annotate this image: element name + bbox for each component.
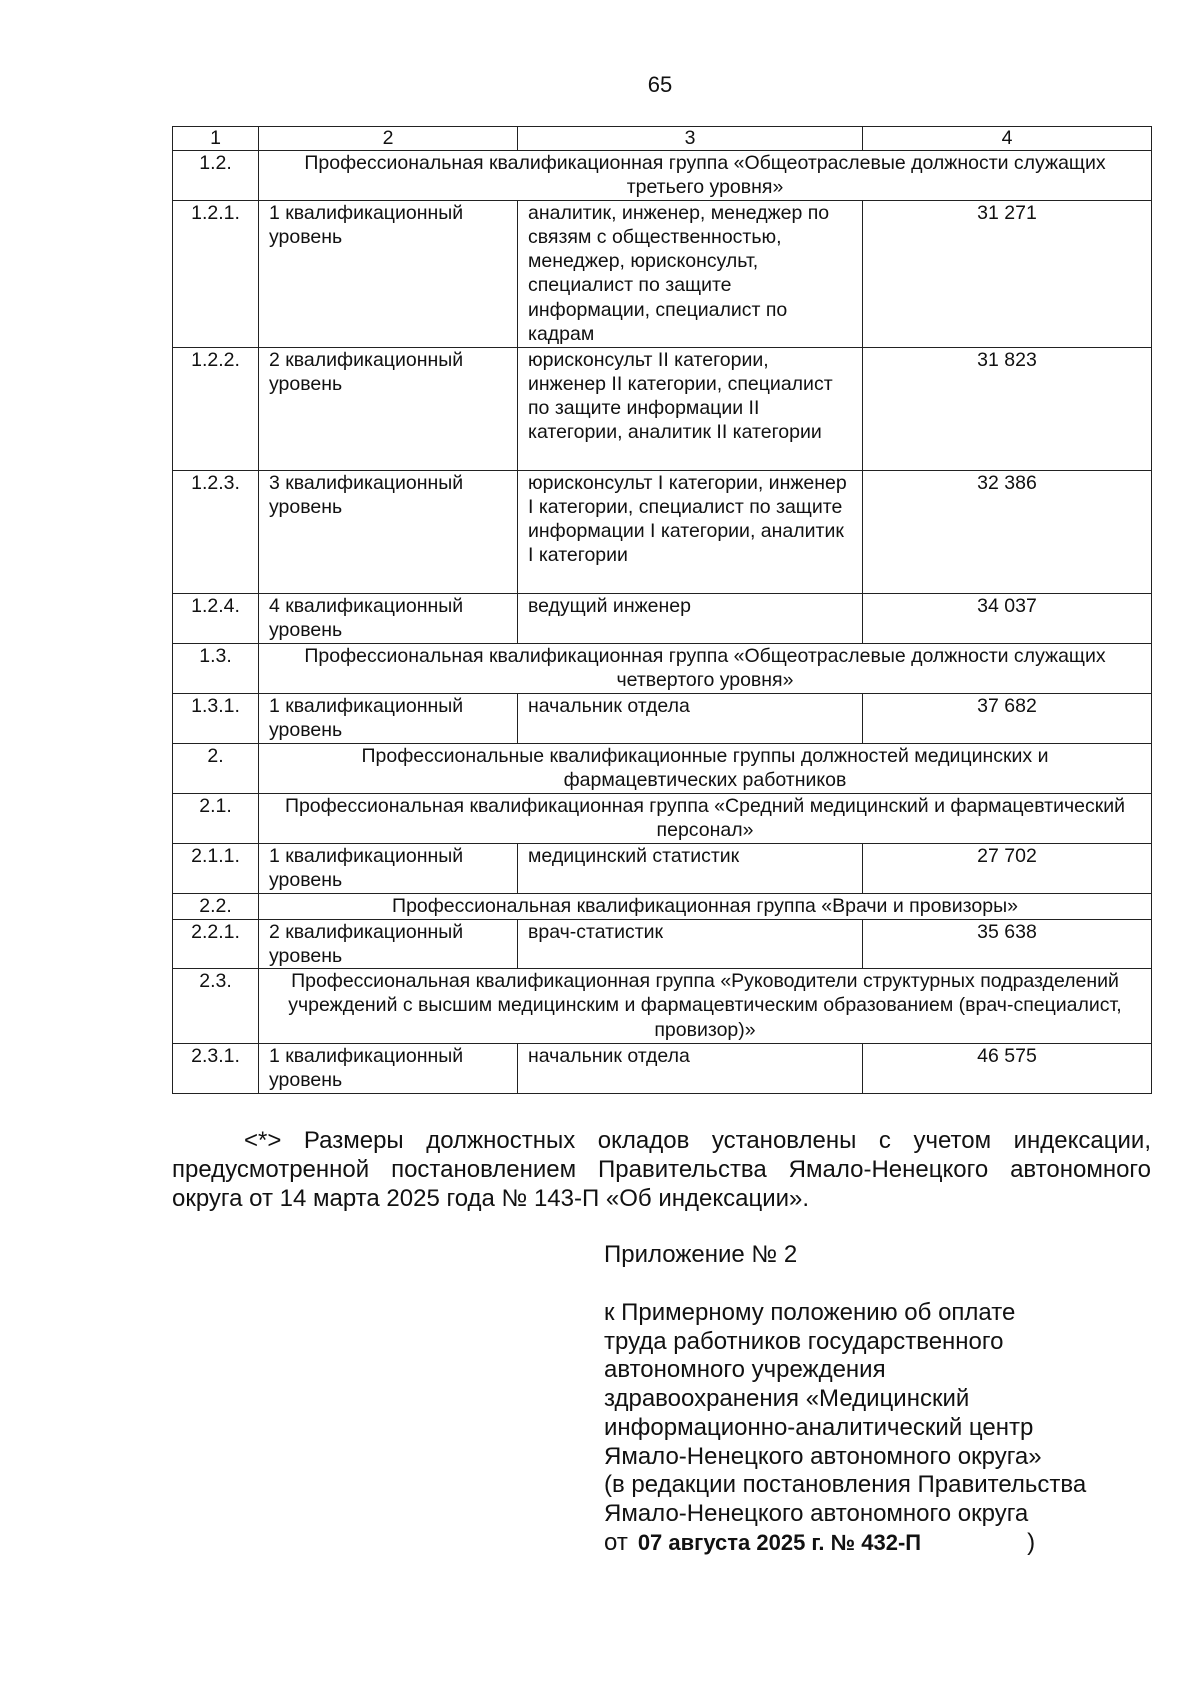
appendix-reference [604,1299,1164,1557]
appendix-line: к Примерному положению об оплате [604,1299,1016,1326]
positions: юрисконсульт I категории, инженер I категории, специалист по защите информации I категории, аналитик I категории [518,470,863,593]
page-number: 65 [647,72,673,97]
row-number: 2.3. [173,969,259,1044]
group-title: Профессиональная квалификационная группа «Общеотраслевые должности служащих четвертого уровня» [259,643,1152,693]
qualification-level: 1 квалификационный уровень [259,693,518,743]
row-number: 1.2.1. [173,200,259,347]
salary-value: 31 823 [863,347,1152,470]
row-number: 1.2.2. [173,347,259,470]
table-row [173,919,1152,969]
appendix-line: информационно-аналитический центр [604,1413,1034,1441]
positions: медицинский статистик [518,843,863,893]
table-row [173,347,1152,470]
salary-table [172,126,1152,1094]
positions: аналитик, инженер, менеджер по связям с общественностью, менеджер, юрисконсульт, специалист по защите информации, специалист по кадрам [518,200,863,347]
column-number-2: 2 [259,127,518,151]
positions: начальник отдела [518,1044,863,1094]
appendix-line: автономного учреждения [604,1356,886,1384]
qualification-level: 2 квалификационный уровень [259,347,518,470]
group-title: Профессиональные квалификационные группы должностей медицинских и фармацевтических работников [259,743,1152,793]
table-row [173,470,1152,593]
qualification-level: 1 квалификационный уровень [259,1044,518,1094]
positions: ведущий инженер [518,593,863,643]
table-row [173,200,1152,347]
row-number: 2.3.1. [173,1044,259,1094]
row-number: 1.3.1. [173,693,259,743]
footnote-text: <*> Размеры должностных окладов установлены с учетом индексации, предусмотренной постановлением Правительства Ямало-Ненецкого автономного округа от 14 марта 2025 года № 143-П «Об индексации». [172,1127,1151,1212]
row-number: 2. [173,743,259,793]
date-prefix: от [604,1528,628,1556]
date-suffix: ) [1027,1528,1036,1556]
group-row [173,151,1152,201]
appendix-line: труда работников государственного [604,1327,1004,1355]
row-number: 2.1.1. [173,843,259,893]
group-title: Профессиональная квалификационная группа «Врачи и провизоры» [259,893,1152,919]
appendix-line: (в редакции постановления Правительства [604,1471,1087,1499]
positions: юрисконсульт II категории, инженер II категории, специалист по защите информации II категории, аналитик II категории [518,347,863,470]
table-row [173,593,1152,643]
salary-value: 31 271 [863,200,1152,347]
appendix-title: Приложение № 2 [604,1241,798,1268]
qualification-level: 3 квалификационный уровень [259,470,518,593]
row-number: 2.2.1. [173,919,259,969]
group-row [173,643,1152,693]
salary-value: 34 037 [863,593,1152,643]
table-row [173,693,1152,743]
group-title: Профессиональная квалификационная группа «Руководители структурных подразделений учреждений с высшим медицинским и фармацевтическим образованием (врач-специалист, провизор)» [259,969,1152,1044]
salary-value: 27 702 [863,843,1152,893]
qualification-level: 1 квалификационный уровень [259,843,518,893]
row-number: 1.2.4. [173,593,259,643]
table-row [173,843,1152,893]
column-number-4: 4 [863,127,1152,151]
group-row [173,793,1152,843]
salary-value: 37 682 [863,693,1152,743]
group-row [173,893,1152,919]
group-title: Профессиональная квалификационная группа «Средний медицинский и фармацевтический персонал» [259,793,1152,843]
appendix-line: здравоохранения «Медицинский [604,1385,970,1413]
table-header-row [173,127,1152,151]
salary-value: 35 638 [863,919,1152,969]
row-number: 1.2. [173,151,259,201]
positions: врач-статистик [518,919,863,969]
group-row [173,743,1152,793]
resolution-date-line [604,1529,1164,1558]
row-number: 2.1. [173,793,259,843]
qualification-level: 4 квалификационный уровень [259,593,518,643]
column-number-1: 1 [173,127,259,151]
appendix-line: Ямало-Ненецкого автономного округа [604,1499,1029,1527]
group-row [173,969,1152,1044]
appendix-line: Ямало-Ненецкого автономного округа» [604,1442,1042,1470]
footnote [172,1126,1151,1213]
salary-value: 32 386 [863,470,1152,593]
qualification-level: 1 квалификационный уровень [259,200,518,347]
resolution-date: 07 августа 2025 г. № 432-П [637,1529,922,1555]
salary-value: 46 575 [863,1044,1152,1094]
row-number: 1.2.3. [173,470,259,593]
row-number: 2.2. [173,893,259,919]
table-row [173,1044,1152,1094]
group-title: Профессиональная квалификационная группа «Общеотраслевые должности служащих третьего уровня» [259,151,1152,201]
column-number-3: 3 [518,127,863,151]
row-number: 1.3. [173,643,259,693]
positions: начальник отдела [518,693,863,743]
qualification-level: 2 квалификационный уровень [259,919,518,969]
